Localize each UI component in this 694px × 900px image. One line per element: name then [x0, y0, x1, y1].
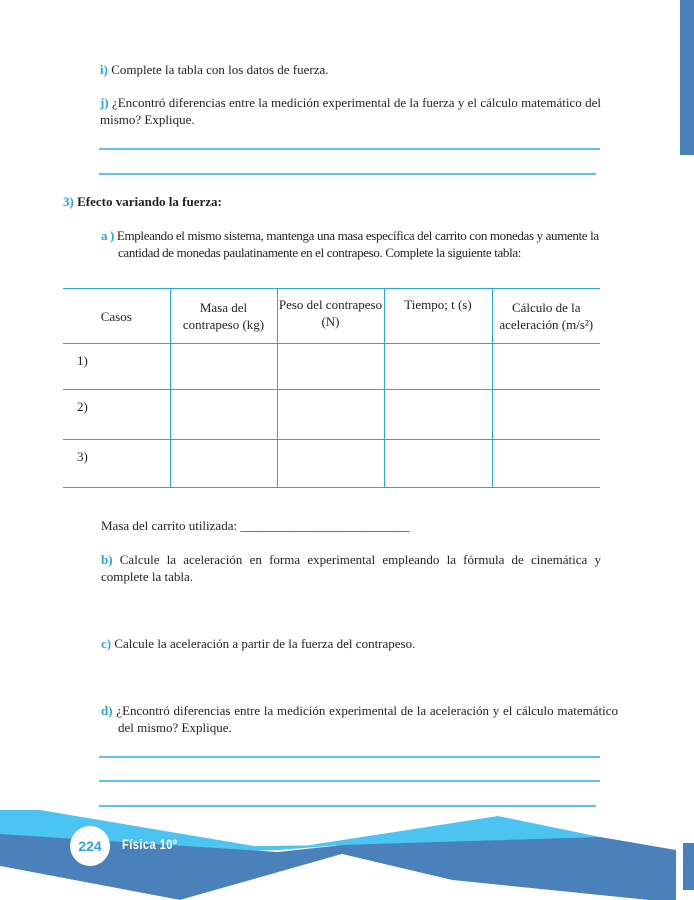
cell-peso[interactable]: [277, 390, 384, 440]
page-number: 224: [78, 838, 102, 854]
question-i-text: Complete la tabla con los datos de fuerza.: [107, 62, 329, 77]
question-b-text: Calcule la aceleración en forma experimental empleando la fórmula de cinemática y complete la tabla.: [101, 552, 601, 584]
mass-field-row: [101, 517, 409, 534]
answer-line-j-2[interactable]: [99, 173, 596, 175]
case-label: 1): [63, 344, 170, 390]
data-table: [63, 288, 600, 488]
cell-tiempo[interactable]: [384, 390, 492, 440]
question-i-label: i): [100, 62, 108, 77]
header-aceleracion: Cálculo de la aceleración (m/s²): [492, 289, 600, 344]
question-c-text: Calcule la aceleración a partir de la fuerza del contrapeso.: [111, 636, 416, 651]
cell-peso[interactable]: [277, 344, 384, 390]
mass-input-blank[interactable]: __________________________: [240, 518, 410, 533]
question-d: [101, 702, 618, 736]
cell-aceleracion[interactable]: [492, 440, 600, 488]
question-a: [101, 227, 618, 261]
answer-line-d-1[interactable]: [99, 756, 600, 758]
cell-aceleracion[interactable]: [492, 344, 600, 390]
header-peso-contrapeso: Peso del contrapeso (N): [277, 289, 384, 344]
answer-line-j-1[interactable]: [99, 148, 600, 150]
header-tiempo: Tiempo; t (s): [384, 289, 492, 344]
cell-masa[interactable]: [170, 440, 277, 488]
section-3-heading: [63, 193, 222, 210]
question-j: [100, 94, 601, 128]
cell-masa[interactable]: [170, 344, 277, 390]
page-number-badge: [70, 826, 110, 866]
mass-label: Masa del carrito utilizada:: [101, 518, 241, 533]
chapter-side-tab: [680, 0, 694, 155]
answer-line-d-2[interactable]: [99, 780, 600, 782]
cell-tiempo[interactable]: [384, 440, 492, 488]
question-a-label: a ): [101, 228, 115, 243]
cell-tiempo[interactable]: [384, 344, 492, 390]
question-j-text: ¿Encontró diferencias entre la medición experimental de la fuerza y el cálculo matemático del mismo? Explique.: [100, 95, 601, 127]
header-masa-contrapeso: Masa del contrapeso (kg): [170, 289, 277, 344]
section-3-label: 3): [63, 194, 74, 209]
question-i: [100, 61, 600, 78]
question-j-label: j): [100, 95, 109, 110]
case-label: 2): [63, 390, 170, 440]
question-d-label: d): [101, 703, 113, 718]
question-c-label: c): [101, 636, 112, 651]
question-d-text: ¿Encontró diferencias entre la medición experimental de la aceleración y el cálculo matemático del mismo? Explique.: [112, 703, 618, 735]
case-label: 3): [63, 440, 170, 488]
cell-masa[interactable]: [170, 390, 277, 440]
question-b-label: b): [101, 552, 113, 567]
book-title: Física 10º: [122, 836, 178, 852]
table-row: [63, 344, 600, 390]
section-3-title: Efecto variando la fuerza:: [73, 194, 222, 209]
question-b: [101, 551, 601, 585]
question-c: [101, 635, 601, 652]
cell-peso[interactable]: [277, 440, 384, 488]
question-a-text: Empleando el mismo sistema, mantenga una masa específica del carrito con monedas y aumente la cantidad de monedas paulatinamente en el contrapeso. Complete la siguiente tabla:: [114, 228, 599, 260]
header-casos: Casos: [63, 289, 170, 344]
cell-aceleracion[interactable]: [492, 390, 600, 440]
table-row: [63, 390, 600, 440]
table-row: [63, 440, 600, 488]
table-header-row: [63, 289, 600, 344]
